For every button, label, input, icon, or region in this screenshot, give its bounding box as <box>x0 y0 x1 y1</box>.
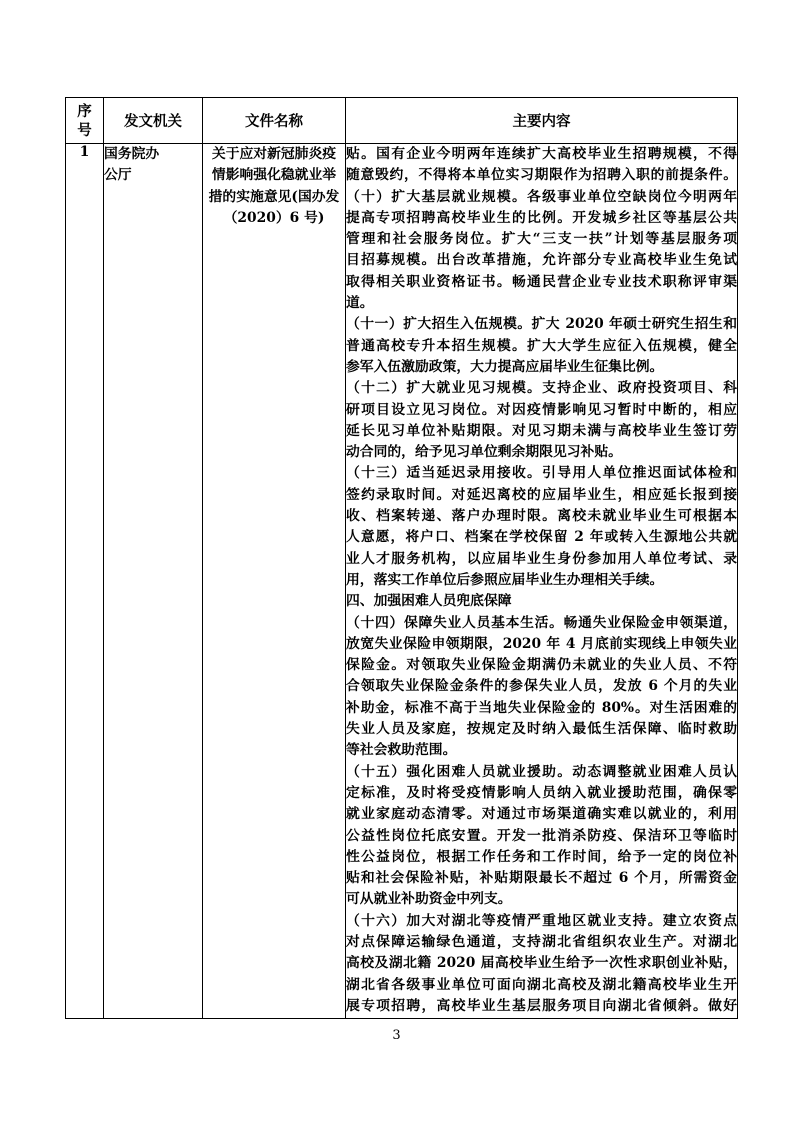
table-row <box>66 144 738 1019</box>
content-line: 就业家庭动态清零。对通过市场渠道确实难以就业的，利用 <box>346 806 737 823</box>
content-line: 参军入伍激励政策，大力提高应届毕业生征集比例。 <box>346 358 664 375</box>
content-line: 贴和社会保险补贴，补贴期限最长不超过 6 个月，所需资金 <box>346 870 737 887</box>
content-line: 补助金，标准不高于当地失业保险金的 80%。对生活困难的 <box>346 699 737 716</box>
content-line: 放宽失业保险申领期限，2020 年 4 月底前实现线上申领失业 <box>346 635 737 652</box>
document-table <box>65 97 738 1019</box>
content-line: 失业人员及家庭，按规定及时纳入最低生活保障、临时救助 <box>346 721 737 738</box>
content-line: 动合同的，给予见习单位剩余期限见习补贴。 <box>346 444 622 461</box>
content-line: 四、加强困难人员兜底保障 <box>346 593 512 610</box>
content-line: 业人才服务机构，以应届毕业生身份参加用人单位考试、录 <box>346 550 737 567</box>
agency-line: 公厅 <box>104 167 132 184</box>
content-line: 随意毁约，不得将本单位实习期限作为招聘入职的前提条件。 <box>346 167 737 184</box>
content-line: （十三）适当延迟录用接收。引导用人单位推迟面试体检和 <box>346 465 737 482</box>
content-line: 取得相关职业资格证书。畅通民营企业专业技术职称评审渠 <box>346 273 737 290</box>
content-line: （十六）加大对湖北等疫情严重地区就业支持。建立农资点 <box>346 912 737 929</box>
content-line: 对点保障运输绿色通道，支持湖北省组织农业生产。对湖北 <box>346 933 737 950</box>
agency-name <box>104 144 202 187</box>
content-line: 定标准，及时将受疫情影响人员纳入就业援助范围，确保零 <box>346 784 737 801</box>
content-line: 合领取失业保险金条件的参保失业人员，发放 6 个月的失业 <box>346 678 737 695</box>
title-line: 关于应对新冠肺炎疫 <box>211 146 337 162</box>
content-line: 延长见习单位补贴期限。对见习期未满与高校毕业生签订劳 <box>346 422 737 439</box>
content-line: 收、档案转递、落户办理时限。离校未就业毕业生可根据本 <box>346 508 737 525</box>
content-line: （十五）强化困难人员就业援助。动态调整就业困难人员认 <box>346 763 737 780</box>
content-line: 提高专项招聘高校毕业生的比例。开发城乡社区等基层公共 <box>346 209 737 226</box>
content-line: 展专项招聘，高校毕业生基层服务项目向湖北省倾斜。做好 <box>346 997 737 1014</box>
main-content-text <box>346 144 737 1017</box>
content-line: 等社会救助范围。 <box>346 742 457 759</box>
page-number: 3 <box>392 1028 401 1043</box>
content-line: 性公益岗位，根据工作任务和工作时间，给予一定的岗位补 <box>346 848 737 865</box>
content-line: （十）扩大基层就业规模。各级事业单位空缺岗位今明两年 <box>346 188 737 205</box>
content-line: 普通高校专升本招生规模。扩大大学生应征入伍规模，健全 <box>346 337 737 354</box>
column-header-index <box>66 98 104 144</box>
column-header-title-label: 文件名称 <box>245 113 303 130</box>
content-line: （十二）扩大就业见习规模。支持企业、政府投资项目、科 <box>346 380 737 397</box>
column-header-agency-label: 发文机关 <box>124 113 182 130</box>
cell-document-title <box>203 144 346 1019</box>
cell-agency <box>104 144 203 1019</box>
content-line: 湖北省各级事业单位可面向湖北高校及湖北籍高校毕业生开 <box>346 976 737 993</box>
content-line: 研项目设立见习岗位。对因疫情影响见习暂时中断的，相应 <box>346 401 737 418</box>
content-line: 管理和社会服务岗位。扩大“三支一扶”计划等基层服务项 <box>346 231 737 248</box>
title-line: 情影响强化稳就业举 <box>211 167 337 184</box>
content-line: （十四）保障失业人员基本生活。畅通失业保险金申领渠道， <box>346 614 737 631</box>
agency-line: 国务院办 <box>104 146 160 162</box>
column-header-title <box>203 98 346 144</box>
content-line: 可从就业补助资金中列支。 <box>346 891 512 908</box>
column-header-content-label: 主要内容 <box>512 113 571 130</box>
content-line: 保险金。对领取失业保险金期满仍未就业的失业人员、不符 <box>346 657 737 674</box>
content-line: 用，落实工作单位后参照应届毕业生办理相关手续。 <box>346 571 664 588</box>
content-line: 道。 <box>346 295 374 312</box>
content-line: 贴。国有企业今明两年连续扩大高校毕业生招聘规模，不得 <box>346 146 737 162</box>
content-line: 人意愿，将户口、档案在学校保留 2 年或转入生源地公共就 <box>346 529 737 546</box>
content-line: 公益性岗位托底安置。开发一批消杀防疫、保洁环卫等临时 <box>346 827 737 844</box>
cell-row-index <box>66 144 104 1019</box>
content-line: 目招募规模。出台改革措施，允许部分专业高校毕业生免试 <box>346 252 737 269</box>
column-header-content <box>346 98 738 144</box>
document-title <box>203 144 345 229</box>
table-header-row <box>66 98 738 144</box>
content-line: 高校及湖北籍 2020 届高校毕业生给予一次性求职创业补贴， <box>346 955 737 972</box>
column-header-index-label: 序号 <box>77 102 92 139</box>
content-line: （十一）扩大招生入伍规模。扩大 2020 年硕士研究生招生和 <box>346 316 737 333</box>
cell-main-content <box>346 144 738 1019</box>
title-line: 措的实施意见(国办发 <box>208 188 340 205</box>
title-line: （2020）6 号) <box>223 209 325 226</box>
row-index: 1 <box>79 144 90 160</box>
content-line: 签约录取时间。对延迟离校的应届毕业生，相应延长报到接 <box>346 486 737 503</box>
column-header-agency <box>104 98 203 144</box>
